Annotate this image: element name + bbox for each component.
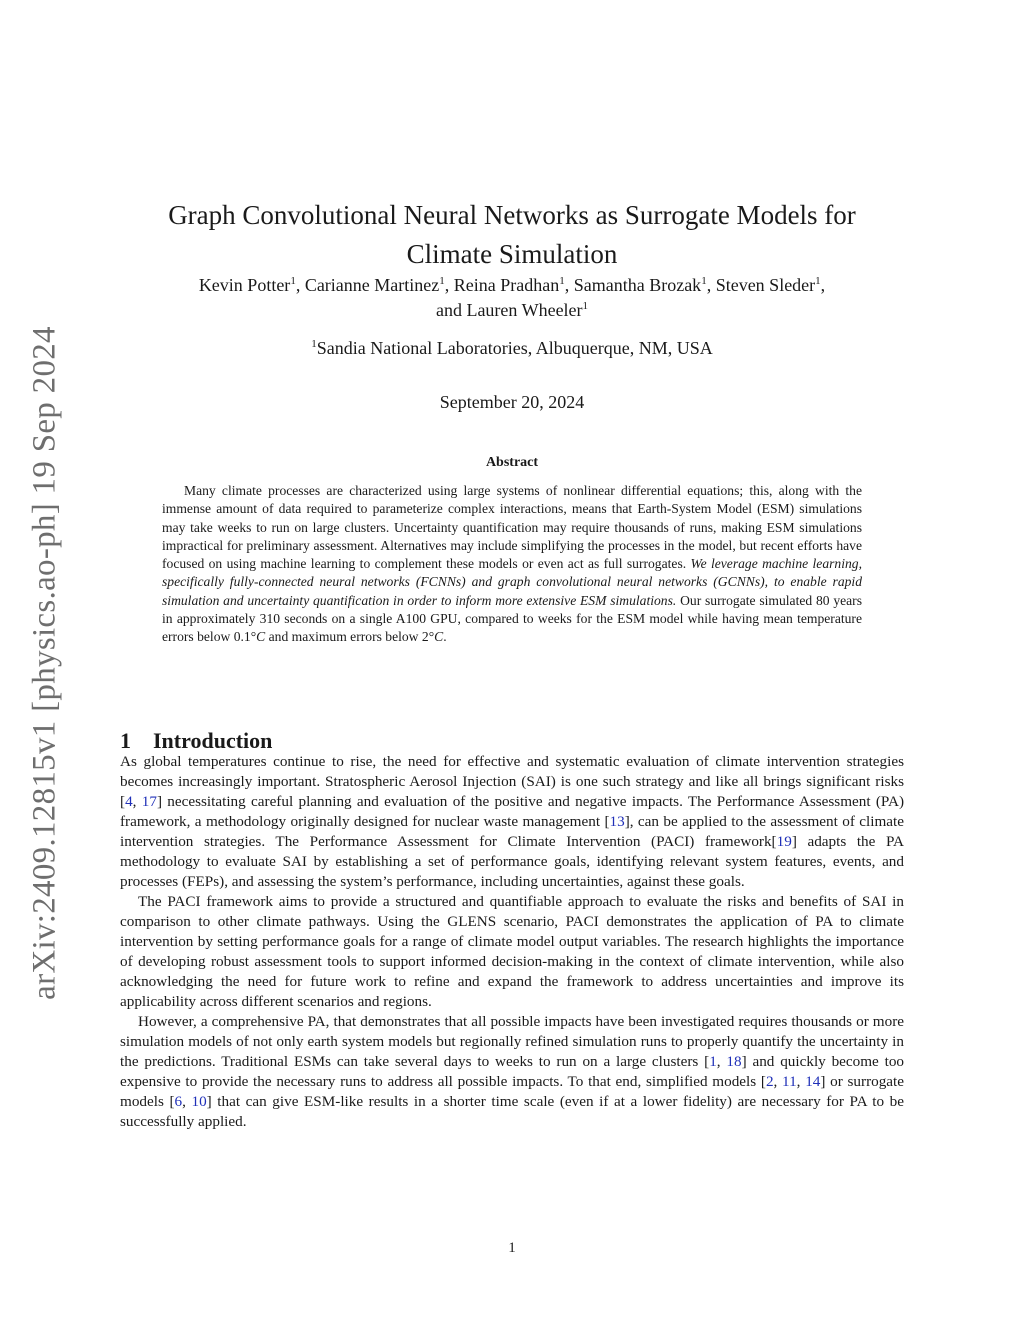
abstract-italic-contribution: We leverage machine learning, specifically fully-connected neural networks (FCNNs) and graph convolutional neural networks (GCNNs), to enable rapid simulation and uncertainty quantification in order to inform more extensive ESM simulations.	[162, 556, 862, 608]
author-3: Reina Pradhan$^1$,	[453, 275, 574, 295]
citation-link[interactable]: 6	[174, 1093, 183, 1110]
citation-link[interactable]: 14	[805, 1073, 821, 1090]
author-list	[112, 273, 912, 323]
author-5: Steven Sleder$^1$,	[715, 275, 826, 295]
citation-link[interactable]: 17	[141, 793, 157, 810]
citation-link[interactable]: 10	[191, 1093, 207, 1110]
citation-link[interactable]: 18	[726, 1053, 742, 1070]
arxiv-identifier-stamp: arXiv:2409.12815v1 [physics.ao-ph] 19 Sep 2024	[26, 326, 63, 1000]
author-6: and Lauren Wheeler$^1$	[435, 300, 589, 320]
intro-paragraph-1: As global temperatures continue to rise, the need for effective and systematic evaluation of climate intervention strategies becomes increasingly important. Stratospheric Aerosol Injection (SAI) is one such strategy and like all brings significant risks [4, 17] necessitating careful planning and evaluation of the positive and negative impacts. The Performance Assessment (PA) framework, a methodology originally designed for nuclear waste management [13], can be applied to the assessment of climate intervention strategies. The Performance Assessment for Climate Intervention (PACI) framework[19] adapts the PA methodology to evaluate SAI by establishing a set of performance goals, identifying relevant system features, events, and processes (FEPs), and assessing the system’s performance, including uncertainties, against these goals.	[120, 753, 905, 890]
section-heading-introduction: 1 Introduction	[120, 728, 273, 754]
intro-paragraph-3: However, a comprehensive PA, that demonstrates that all possible impacts have been investigated requires thousands or more simulation models of not only earth system models but regionally refined simulation runs to properly quantify the uncertainty in the predictions. Traditional ESMs can take several days to weeks to run on a large clusters [1, 18] and quickly become too expensive to provide the necessary runs to address all possible impacts. To that end, simplified models [2, 11, 14] or surrogate models [6, 10] that can give ESM-like results in a shorter time scale (even if at a lower fidelity) are necessary for PA to be successfully applied.	[120, 1013, 905, 1130]
affiliation: $^1$Sandia National Laboratories, Albuquerque, NM, USA	[311, 338, 713, 358]
citation-link[interactable]: 2	[765, 1073, 774, 1090]
citation-link[interactable]: 1	[709, 1053, 717, 1070]
introduction-body	[120, 752, 904, 1132]
title-line-1: Graph Convolutional Neural Networks as Surrogate Models for	[168, 200, 856, 231]
intro-paragraph-2: The PACI framework aims to provide a structured and quantifiable approach to evaluate the risks and benefits of SAI in comparison to other climate pathways. Using the GLENS scenario, PACI demonstrates the application of PA to climate intervention by setting performance goals for a range of climate model output variables. The research highlights the importance of developing robust assessment tools to support informed decision-making in the context of climate intervention, while also acknowledging the need for future work to refine and expand the framework to address uncertainties and improve its applicability across different scenarios and regions.	[120, 893, 904, 1010]
publication-date: September 20, 2024	[439, 392, 585, 412]
author-4: Samantha Brozak$^1$,	[573, 275, 716, 295]
citation-link[interactable]: 11	[782, 1073, 797, 1090]
author-2: Carianne Martinez$^1$,	[304, 275, 454, 295]
citation-link[interactable]: 13	[609, 813, 625, 830]
author-1: Kevin Potter$^1$,	[198, 275, 305, 295]
citation-link[interactable]: 19	[776, 833, 792, 850]
paper-title	[112, 196, 912, 274]
abstract-heading: Abstract	[485, 455, 539, 470]
citation-link[interactable]: 4	[125, 793, 133, 810]
title-line-2: Climate Simulation	[406, 239, 618, 270]
abstract-text: Many climate processes are characterized using large systems of nonlinear differential equations; this, along with the immense amount of data required to parameterize complex interactions, means that Earth-System Model (ESM) simulations may take weeks to run on large clusters. Uncertainty quantification may require thousands of runs, making ESM simulations impractical for preliminary assessment. Alternatives may include simplifying the processes in the model, but recent efforts have focused on using machine learning to complement these models or even act as full surrogates. We leverage machine learning, specifically fully-connected neural networks (FCNNs) and graph convolutional neural networks (GCNNs), to enable rapid simulation and uncertainty quantification in order to inform more extensive ESM simulations. Our surrogate simulated 80 years in approximately 310 seconds on a single A100 GPU, compared to weeks for the ESM model while having mean temperature errors below 0.1°C and maximum errors below 2°C.	[162, 483, 863, 645]
page-number: 1	[508, 1240, 516, 1256]
